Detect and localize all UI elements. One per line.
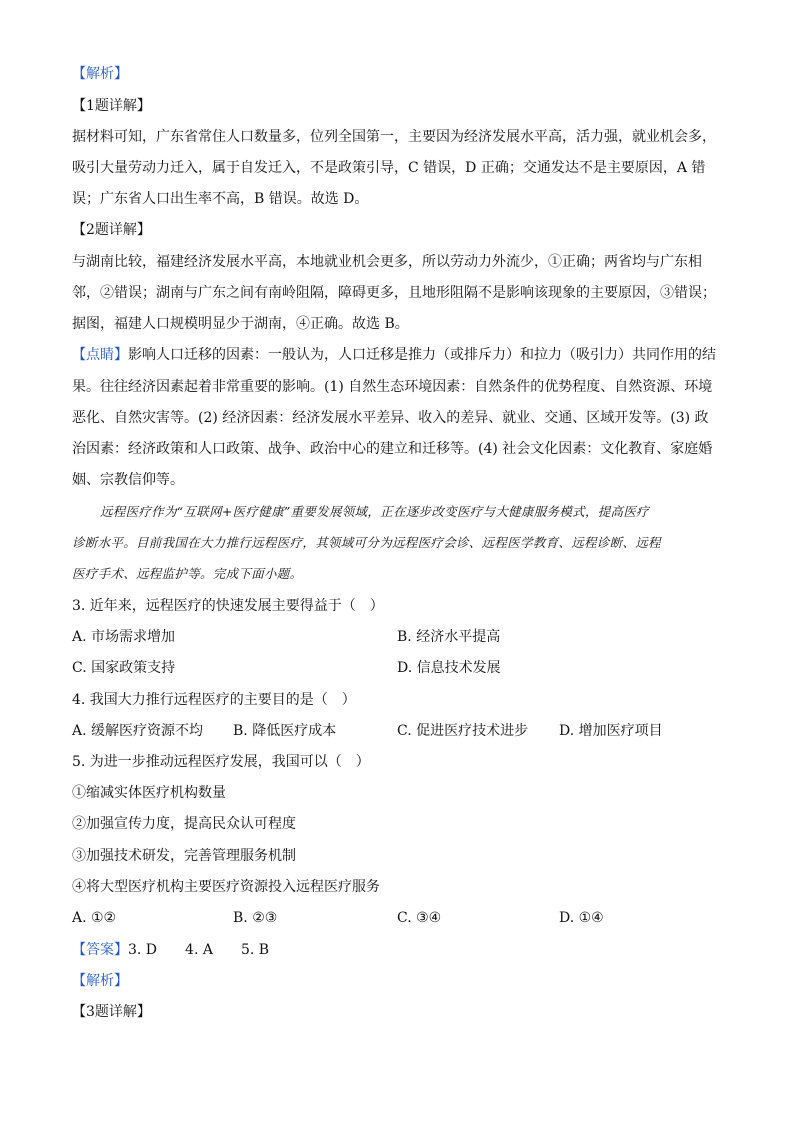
q5-statement: ③加强技术研发，完善管理服务机制 (72, 848, 296, 864)
q2-paragraph-line: 与湖南比较，福建经济发展水平高，本地就业机会更多，所以劳动力外流少，①正确；两省均与广东相 (72, 254, 702, 270)
q1-paragraph-line: 据材料可知，广东省常住人口数量多，位列全国第一，主要因为经济发展水平高，活力强，就业机会多， (72, 129, 716, 145)
q5-statement: ②加强宣传力度，提高民众认可程度 (72, 816, 296, 832)
q4-option-b: B. 降低医疗成本 (233, 723, 337, 739)
q3-option-c: C. 国家政策支持 (72, 660, 176, 676)
q2-paragraph-line: 据图，福建人口规模明显少于湖南，④正确。故选 B。 (72, 316, 409, 332)
q2-paragraph-line: 邻，②错误；湖南与广东之间有南岭阻隔，障碍更多，且地形阻隔不是影响该现象的主要原因，③错误； (72, 285, 716, 301)
point-paragraph-line: 果。往往经济因素起着非常重要的影响。(1) 自然生态环境因素：自然条件的优势程度、自然资源、环境 (72, 379, 713, 395)
q5-option-c: C. ③④ (397, 910, 442, 926)
analysis-heading: 【解析】 (72, 973, 128, 989)
reading-passage-line: 远程医疗作为“互联网+医疗健康”重要发展领域，正在逐步改变医疗与大健康服务模式，提高医疗 (100, 504, 649, 519)
q4-option-c: C. 促进医疗技术进步 (397, 723, 529, 739)
q4-option-d: D. 增加医疗项目 (559, 723, 663, 739)
q5-option-a: A. ①② (72, 910, 117, 926)
answer-text: 3. D 4. A 5. B (128, 942, 270, 958)
q1-paragraph-line: 吸引大量劳动力迁入，属于自发迁入，不是政策引导，C 错误，D 正确；交通发达不是主要原因，A 错 (72, 160, 706, 176)
q1-detail-heading: 【1题详解】 (72, 98, 151, 114)
answer-line (72, 940, 269, 960)
reading-passage-line: 诊断水平。目前我国在大力推行远程医疗，其领域可分为远程医疗会诊、远程医学教育、远程诊断、远程 (72, 535, 661, 550)
reading-passage-line: 医疗手术、远程监护等。完成下面小题。 (72, 566, 303, 581)
question-3-stem: 3. 近年来，远程医疗的快速发展主要得益于（ ） (72, 598, 384, 614)
q1-paragraph-line: 误；广东省人口出生率不高，B 错误。故选 D。 (72, 191, 369, 207)
point-tag: 【点睛】 (72, 347, 128, 363)
q3-option-b: B. 经济水平提高 (397, 629, 501, 645)
point-paragraph-line (72, 345, 716, 365)
question-4-stem: 4. 我国大力推行远程医疗的主要目的是（ ） (72, 692, 356, 708)
q5-statement: ④将大型医疗机构主要医疗资源投入远程医疗服务 (72, 879, 380, 895)
point-text: 影响人口迁移的因素：一般认为，人口迁移是推力（或排斥力）和拉力（吸引力）共同作用的结 (128, 347, 716, 363)
point-paragraph-line: 恶化、自然灾害等。(2) 经济因素：经济发展水平差异、收入的差异、就业、交通、区域开发等。(3) 政 (72, 410, 709, 426)
q3-detail-heading: 【3题详解】 (72, 1004, 151, 1020)
q3-option-d: D. 信息技术发展 (397, 660, 501, 676)
q4-option-a: A. 缓解医疗资源不均 (72, 723, 204, 739)
q5-option-d: D. ①④ (559, 910, 604, 926)
analysis-heading: 【解析】 (72, 66, 128, 82)
question-5-stem: 5. 为进一步推动远程医疗发展，我国可以（ ） (72, 754, 370, 770)
q5-statement: ①缩减实体医疗机构数量 (72, 785, 226, 801)
point-paragraph-line: 治因素：经济政策和人口政策、战争、政治中心的建立和迁移等。(4) 社会文化因素：文化教育、家庭婚 (72, 441, 713, 457)
answer-tag: 【答案】 (72, 942, 128, 958)
q3-option-a: A. 市场需求增加 (72, 629, 176, 645)
point-paragraph-line: 姻、宗教信仰等。 (72, 472, 184, 488)
q2-detail-heading: 【2题详解】 (72, 222, 151, 238)
q5-option-b: B. ②③ (233, 910, 278, 926)
